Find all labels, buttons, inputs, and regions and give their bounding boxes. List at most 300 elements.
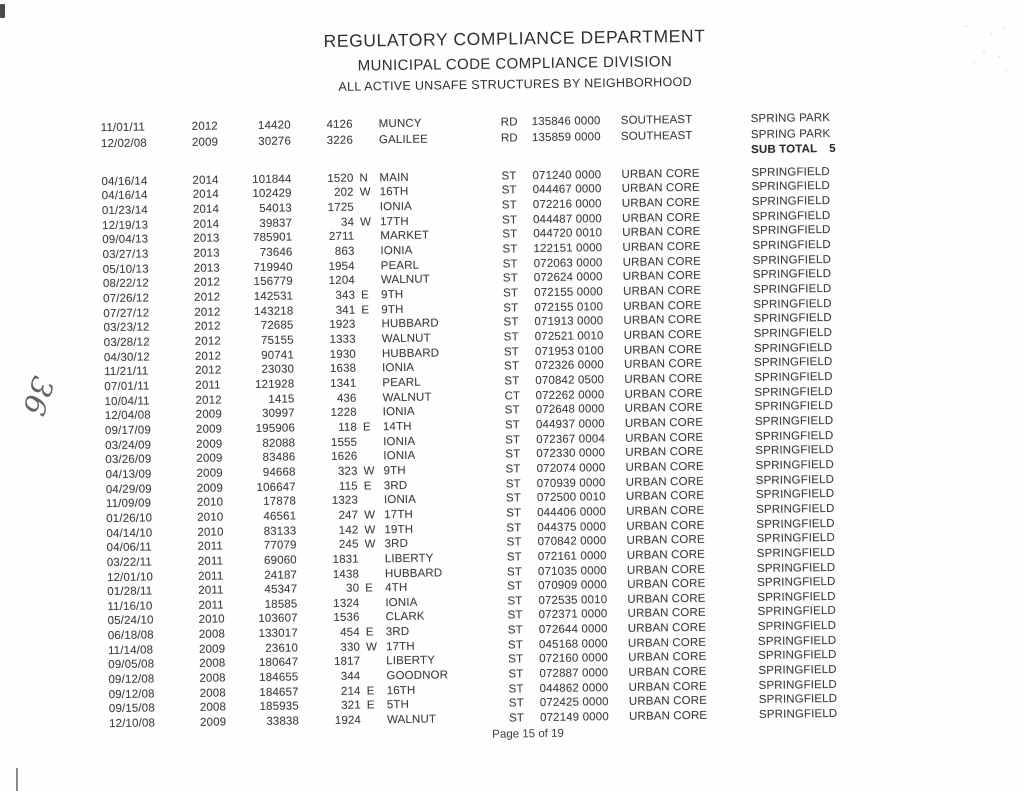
- neighborhood-cell: SPRING PARK: [750, 127, 831, 141]
- year-cell: 2014: [193, 218, 220, 231]
- year-cell: 2011: [195, 379, 221, 392]
- year-cell: 2014: [192, 174, 219, 187]
- year-cell: 2009: [196, 452, 223, 466]
- street-number-cell: 1438: [332, 568, 360, 581]
- street-type-cell: ST: [501, 214, 518, 227]
- district-cell: URBAN CORE: [624, 358, 703, 372]
- street-number-cell: 2711: [328, 231, 355, 244]
- neighborhood-cell: SPRINGFIELD: [757, 605, 837, 619]
- street-name-cell: IONIA: [380, 244, 413, 258]
- year-cell: 2010: [196, 496, 224, 510]
- case-number-cell: 785901: [252, 231, 293, 245]
- street-type-cell: ST: [501, 184, 517, 197]
- street-direction-cell: E: [362, 421, 371, 434]
- street-name-cell: 16TH: [379, 186, 409, 199]
- date-cell: 12/02/08: [100, 137, 148, 150]
- street-name-cell: 3RD: [384, 538, 409, 551]
- district-cell: URBAN CORE: [621, 196, 701, 210]
- parcel-number-cell: 044406 0000: [537, 506, 607, 519]
- date-cell: 05/10/13: [102, 263, 149, 276]
- parcel-number-cell: 072887 0000: [539, 667, 609, 681]
- neighborhood-cell: SPRINGFIELD: [752, 224, 831, 238]
- year-cell: 2009: [195, 423, 223, 436]
- page-number: Page 15 of 19: [492, 727, 564, 741]
- year-cell: 2008: [198, 628, 226, 641]
- year-cell: 2010: [198, 613, 225, 627]
- neighborhood-cell: SPRINGFIELD: [754, 385, 833, 399]
- parcel-number-cell: 072074 0000: [536, 462, 606, 476]
- street-name-cell: 4TH: [385, 582, 408, 595]
- street-direction-cell: W: [364, 538, 376, 551]
- street-number-cell: 344: [340, 670, 361, 683]
- street-name-cell: 9TH: [383, 464, 406, 478]
- street-number-cell: 330: [340, 641, 361, 654]
- case-number-cell: 69060: [263, 554, 297, 567]
- division-title: MUNICIPAL CODE COMPLIANCE DIVISION: [357, 53, 673, 75]
- date-cell: 12/19/13: [102, 219, 149, 232]
- street-number-cell: 1638: [329, 362, 357, 376]
- date-cell: 05/24/10: [107, 614, 154, 628]
- case-number-cell: 33838: [266, 715, 300, 728]
- street-type-cell: ST: [508, 712, 525, 725]
- district-cell: URBAN CORE: [627, 592, 706, 606]
- street-direction-cell: W: [363, 465, 375, 478]
- street-name-cell: HUBBARD: [381, 317, 439, 331]
- date-cell: 03/22/11: [106, 556, 153, 569]
- street-number-cell: 343: [335, 289, 356, 302]
- street-number-cell: 1954: [328, 260, 355, 273]
- year-cell: 2012: [194, 306, 221, 319]
- street-type-cell: RD: [500, 116, 518, 129]
- street-direction-cell: W: [360, 216, 372, 229]
- neighborhood-cell: SPRINGFIELD: [758, 664, 837, 678]
- case-number-cell: 23610: [265, 642, 299, 655]
- case-number-cell: 83133: [263, 524, 297, 538]
- street-type-cell: ST: [503, 287, 519, 300]
- date-cell: 03/26/09: [105, 453, 152, 467]
- street-name-cell: GALILEE: [378, 133, 429, 146]
- neighborhood-cell: SPRINGFIELD: [755, 444, 834, 458]
- neighborhood-cell: SPRINGFIELD: [751, 180, 831, 194]
- district-cell: URBAN CORE: [625, 475, 705, 489]
- year-cell: 2012: [194, 291, 221, 304]
- case-number-cell: 102429: [252, 187, 292, 201]
- street-number-cell: 1520: [327, 172, 354, 185]
- year-cell: 2012: [193, 276, 221, 290]
- district-cell: URBAN CORE: [623, 299, 702, 313]
- street-name-cell: PEARL: [380, 259, 420, 272]
- street-type-cell: ST: [507, 595, 523, 608]
- case-number-cell: 185935: [259, 700, 299, 714]
- street-name-cell: 9TH: [381, 288, 404, 302]
- street-direction-cell: W: [364, 509, 376, 522]
- case-number-cell: 184655: [259, 671, 299, 685]
- case-number-cell: 133017: [258, 627, 298, 641]
- case-number-cell: 23030: [261, 363, 295, 377]
- neighborhood-cell: SPRINGFIELD: [758, 649, 837, 663]
- street-type-cell: ST: [502, 228, 518, 241]
- district-cell: SOUTHEAST: [620, 129, 693, 143]
- date-cell: 04/30/12: [103, 351, 151, 364]
- district-cell: URBAN CORE: [624, 387, 703, 401]
- district-cell: URBAN CORE: [627, 621, 707, 635]
- year-cell: 2008: [199, 672, 226, 685]
- district-cell: URBAN CORE: [625, 431, 704, 445]
- case-number-cell: 195906: [255, 422, 296, 435]
- street-direction-cell: E: [366, 699, 375, 712]
- street-direction-cell: E: [366, 685, 375, 698]
- date-cell: 07/26/12: [103, 292, 150, 306]
- street-type-cell: ST: [506, 507, 522, 520]
- year-cell: 2008: [199, 701, 227, 715]
- street-type-cell: ST: [504, 360, 520, 373]
- case-number-cell: 45347: [264, 583, 298, 597]
- street-name-cell: PEARL: [382, 376, 421, 390]
- street-number-cell: 1536: [333, 612, 360, 625]
- case-number-cell: 719940: [253, 261, 293, 274]
- neighborhood-cell: SPRINGFIELD: [751, 209, 831, 223]
- case-number-cell: 17878: [263, 495, 297, 509]
- parcel-number-cell: 071035 0000: [537, 564, 607, 578]
- district-cell: URBAN CORE: [628, 709, 708, 723]
- parcel-number-cell: 044720 0010: [533, 227, 603, 241]
- report-subtitle: ALL ACTIVE UNSAFE STRUCTURES BY NEIGHBORHOOD: [338, 74, 693, 94]
- date-cell: 03/24/09: [105, 439, 152, 452]
- neighborhood-cell: SPRINGFIELD: [756, 517, 835, 531]
- street-name-cell: 17TH: [384, 508, 414, 522]
- parcel-number-cell: 045168 0000: [538, 637, 608, 651]
- parcel-number-cell: 044375 0000: [537, 520, 607, 534]
- street-direction-cell: N: [359, 172, 369, 185]
- year-cell: 2011: [198, 584, 224, 597]
- case-number-cell: 46561: [263, 510, 297, 523]
- year-cell: 2011: [198, 599, 224, 612]
- street-name-cell: CLARK: [385, 611, 425, 624]
- case-number-cell: 18585: [264, 598, 298, 611]
- subtotal-label: SUB TOTAL: [751, 143, 818, 157]
- scan-edge-artifact-bottom: [16, 768, 18, 791]
- neighborhood-cell: SPRINGFIELD: [756, 502, 835, 516]
- parcel-number-cell: 071913 0000: [534, 315, 604, 329]
- neighborhood-cell: SPRINGFIELD: [758, 693, 838, 707]
- case-number-cell: 94668: [262, 466, 296, 479]
- street-number-cell: 214: [340, 685, 361, 698]
- street-name-cell: IONIA: [382, 406, 415, 419]
- parcel-number-cell: 070842 0000: [537, 535, 607, 549]
- district-cell: URBAN CORE: [628, 695, 708, 709]
- street-name-cell: IONIA: [385, 596, 418, 610]
- case-number-cell: 143218: [253, 305, 294, 318]
- street-type-cell: ST: [504, 404, 520, 417]
- street-type-cell: ST: [507, 624, 523, 637]
- year-cell: 2012: [191, 120, 219, 133]
- street-type-cell: ST: [507, 639, 524, 652]
- case-number-cell: 73646: [259, 246, 293, 260]
- date-cell: 12/01/10: [106, 570, 154, 584]
- date-cell: 11/21/11: [104, 365, 149, 379]
- street-type-cell: ST: [505, 477, 521, 491]
- year-cell: 2009: [199, 716, 227, 729]
- district-cell: URBAN CORE: [627, 577, 706, 591]
- street-number-cell: 34: [340, 216, 355, 229]
- street-number-cell: 341: [335, 304, 356, 317]
- street-name-cell: IONIA: [382, 362, 415, 375]
- case-number-cell: 156779: [253, 275, 294, 289]
- date-cell: 09/05/08: [108, 658, 155, 672]
- case-number-cell: 82088: [262, 437, 296, 450]
- parcel-number-cell: 072149 0000: [539, 711, 609, 725]
- street-type-cell: ST: [507, 609, 523, 622]
- street-type-cell: ST: [508, 697, 524, 710]
- parcel-number-cell: 072371 0000: [538, 608, 608, 622]
- street-name-cell: WALNUT: [380, 273, 431, 287]
- street-number-cell: 1924: [334, 714, 362, 727]
- parcel-number-cell: 072160 0000: [539, 652, 609, 666]
- district-cell: URBAN CORE: [622, 270, 702, 284]
- street-number-cell: 1228: [330, 406, 357, 420]
- neighborhood-cell: SPRINGFIELD: [754, 370, 833, 385]
- district-cell: URBAN CORE: [622, 255, 701, 269]
- year-cell: 2012: [195, 394, 222, 407]
- date-cell: 11/14/08: [107, 644, 154, 657]
- street-number-cell: 1324: [333, 597, 360, 610]
- date-cell: 04/16/14: [101, 189, 148, 203]
- street-name-cell: 19TH: [384, 523, 414, 536]
- street-name-cell: IONIA: [383, 494, 417, 507]
- street-direction-cell: W: [359, 186, 371, 199]
- parcel-number-cell: 044487 0000: [532, 212, 602, 226]
- district-cell: URBAN CORE: [623, 314, 702, 328]
- case-number-cell: 106647: [256, 481, 296, 494]
- neighborhood-cell: SPRINGFIELD: [755, 488, 835, 502]
- street-number-cell: 1831: [332, 553, 359, 566]
- neighborhood-cell: SPRINGFIELD: [757, 590, 836, 604]
- parcel-number-cell: 044862 0000: [539, 681, 609, 695]
- parcel-number-cell: 072216 0000: [532, 198, 602, 212]
- street-name-cell: HUBBARD: [384, 566, 443, 580]
- district-cell: URBAN CORE: [626, 504, 705, 518]
- case-number-cell: 14420: [257, 119, 291, 132]
- year-cell: 2012: [195, 364, 222, 378]
- parcel-number-cell: 070909 0000: [538, 579, 608, 593]
- neighborhood-cell: SPRINGFIELD: [755, 458, 834, 472]
- neighborhood-cell: SPRINGFIELD: [756, 546, 836, 560]
- street-name-cell: WALNUT: [381, 332, 431, 346]
- year-cell: 2012: [194, 350, 222, 363]
- year-cell: 2013: [193, 262, 220, 275]
- parcel-number-cell: 072367 0004: [536, 432, 606, 446]
- parcel-number-cell: 072155 0000: [534, 286, 603, 300]
- street-direction-cell: E: [363, 479, 372, 493]
- street-number-cell: 1930: [329, 348, 357, 361]
- case-number-cell: 30997: [261, 407, 295, 421]
- district-cell: URBAN CORE: [626, 548, 706, 562]
- street-direction-cell: E: [365, 582, 374, 595]
- year-cell: 2012: [194, 335, 222, 348]
- subtotal-cell: [751, 141, 1020, 157]
- neighborhood-cell: SPRINGFIELD: [753, 341, 833, 355]
- street-name-cell: MARKET: [380, 229, 430, 243]
- street-name-cell: 17TH: [380, 215, 409, 229]
- date-cell: 09/04/13: [102, 233, 149, 247]
- street-type-cell: ST: [505, 448, 521, 461]
- year-cell: 2009: [196, 467, 223, 480]
- district-cell: URBAN CORE: [625, 460, 704, 474]
- parcel-number-cell: 071240 0000: [532, 168, 602, 182]
- street-direction-cell: W: [364, 523, 376, 537]
- street-type-cell: ST: [503, 331, 519, 344]
- year-cell: 2013: [193, 247, 220, 260]
- neighborhood-cell: SPRINGFIELD: [752, 253, 832, 267]
- street-direction-cell: E: [365, 626, 374, 639]
- scan-edge-artifact-top: [0, 4, 5, 18]
- street-number-cell: 1341: [330, 377, 357, 390]
- year-cell: 2008: [199, 687, 226, 700]
- case-number-cell: 90741: [261, 349, 295, 362]
- parcel-number-cell: 044937 0000: [535, 418, 605, 432]
- district-cell: URBAN CORE: [623, 328, 702, 342]
- street-number-cell: 1333: [329, 333, 356, 346]
- year-cell: 2009: [195, 408, 223, 422]
- street-number-cell: 863: [334, 245, 355, 258]
- street-type-cell: ST: [501, 199, 517, 212]
- street-name-cell: WALNUT: [382, 391, 432, 404]
- case-number-cell: 72685: [260, 319, 294, 333]
- district-cell: URBAN CORE: [626, 519, 705, 533]
- street-name-cell: 16TH: [386, 684, 416, 697]
- street-type-cell: ST: [505, 463, 521, 476]
- report-header: [323, 26, 706, 94]
- street-number-cell: 323: [337, 465, 358, 478]
- case-number-cell: 77079: [263, 539, 297, 553]
- year-cell: 2014: [192, 203, 220, 216]
- case-number-cell: 184657: [259, 686, 299, 699]
- case-number-cell: 101844: [252, 173, 292, 186]
- parcel-number-cell: 072326 0000: [535, 359, 605, 373]
- parcel-number-cell: 070939 0000: [536, 476, 606, 490]
- scan-noise-dots: [965, 25, 967, 27]
- date-cell: 11/01/11: [100, 121, 146, 135]
- case-number-cell: 24187: [264, 568, 298, 582]
- date-cell: 01/23/14: [101, 204, 148, 218]
- case-number-cell: 54013: [259, 202, 292, 216]
- date-cell: 09/12/08: [108, 673, 155, 687]
- neighborhood-cell: SPRINGFIELD: [753, 312, 832, 326]
- date-cell: 07/27/12: [103, 307, 150, 320]
- neighborhood-cell: SPRINGFIELD: [754, 400, 834, 414]
- street-name-cell: IONIA: [379, 200, 413, 214]
- year-cell: 2012: [194, 320, 221, 334]
- case-number-cell: 30276: [258, 135, 292, 148]
- date-cell: 08/22/12: [102, 277, 149, 291]
- street-type-cell: ST: [502, 258, 518, 271]
- neighborhood-cell: SPRINGFIELD: [751, 195, 831, 209]
- street-type-cell: ST: [504, 419, 521, 432]
- neighborhood-cell: SPRINGFIELD: [758, 707, 838, 722]
- neighborhood-cell: SPRINGFIELD: [756, 532, 835, 546]
- subtotal-value: 5: [829, 143, 836, 156]
- district-cell: URBAN CORE: [626, 563, 706, 577]
- district-cell: URBAN CORE: [622, 226, 701, 240]
- street-type-cell: CT: [504, 389, 521, 403]
- street-type-cell: ST: [506, 551, 522, 564]
- case-number-cell: 1415: [268, 393, 295, 406]
- year-cell: 2010: [197, 526, 224, 539]
- district-cell: URBAN CORE: [624, 372, 703, 386]
- street-number-cell: 142: [338, 524, 359, 537]
- year-cell: 2013: [193, 232, 220, 246]
- year-cell: 2009: [196, 438, 223, 451]
- district-cell: URBAN CORE: [626, 533, 705, 548]
- district-cell: URBAN CORE: [623, 343, 703, 357]
- district-cell: URBAN CORE: [623, 284, 702, 298]
- neighborhood-cell: SPRINGFIELD: [753, 326, 833, 341]
- street-type-cell: RD: [500, 131, 518, 145]
- date-cell: 04/14/10: [106, 526, 153, 540]
- structures-table: [101, 109, 1024, 732]
- date-cell: 03/28/12: [103, 336, 150, 350]
- street-number-cell: 436: [336, 392, 357, 405]
- date-cell: 12/04/08: [104, 409, 151, 423]
- date-cell: 04/16/14: [101, 175, 148, 188]
- neighborhood-cell: SPRINGFIELD: [757, 620, 837, 634]
- street-name-cell: 9TH: [381, 303, 404, 316]
- date-cell: 04/13/09: [105, 468, 152, 482]
- year-cell: 2008: [199, 657, 226, 671]
- street-name-cell: IONIA: [383, 450, 416, 463]
- handwritten-mark: [4, 352, 66, 443]
- district-cell: URBAN CORE: [628, 651, 707, 665]
- date-cell: 04/29/09: [105, 483, 152, 496]
- parcel-number-cell: 072330 0000: [536, 447, 606, 461]
- parcel-number-cell: 135859 0000: [531, 130, 601, 144]
- case-number-cell: 75155: [260, 334, 294, 347]
- street-number-cell: 1725: [327, 201, 354, 215]
- date-cell: 01/28/11: [107, 585, 153, 599]
- year-cell: 2011: [197, 569, 224, 583]
- street-direction-cell: E: [361, 304, 370, 317]
- date-cell: 09/17/09: [104, 424, 152, 438]
- street-type-cell: ST: [501, 170, 517, 183]
- year-cell: 2009: [191, 136, 219, 149]
- parcel-number-cell: 072425 0000: [539, 696, 609, 710]
- street-type-cell: ST: [503, 302, 519, 315]
- street-name-cell: 5TH: [386, 699, 410, 712]
- date-cell: 11/09/09: [105, 497, 152, 511]
- case-number-cell: 39837: [259, 217, 293, 230]
- street-type-cell: ST: [508, 683, 524, 696]
- district-cell: URBAN CORE: [624, 416, 704, 430]
- street-name-cell: WALNUT: [386, 713, 437, 727]
- date-cell: 10/04/11: [104, 395, 150, 408]
- neighborhood-cell: SPRINGFIELD: [751, 165, 830, 179]
- neighborhood-cell: SPRINGFIELD: [757, 576, 836, 590]
- parcel-number-cell: 044467 0000: [532, 183, 602, 197]
- date-cell: 04/06/11: [106, 541, 152, 555]
- street-type-cell: ST: [506, 565, 523, 579]
- street-number-cell: 115: [338, 480, 358, 493]
- street-number-cell: 1817: [333, 656, 361, 669]
- parcel-number-cell: 072500 0010: [536, 491, 606, 505]
- street-name-cell: LIBERTY: [384, 552, 434, 566]
- date-cell: 09/15/08: [108, 702, 155, 716]
- district-cell: URBAN CORE: [625, 489, 705, 504]
- parcel-number-cell: 072063 0000: [533, 256, 603, 270]
- street-type-cell: ST: [508, 668, 524, 681]
- parcel-number-cell: 072535 0010: [538, 593, 608, 607]
- street-name-cell: 3RD: [383, 479, 408, 492]
- year-cell: 2009: [198, 643, 226, 656]
